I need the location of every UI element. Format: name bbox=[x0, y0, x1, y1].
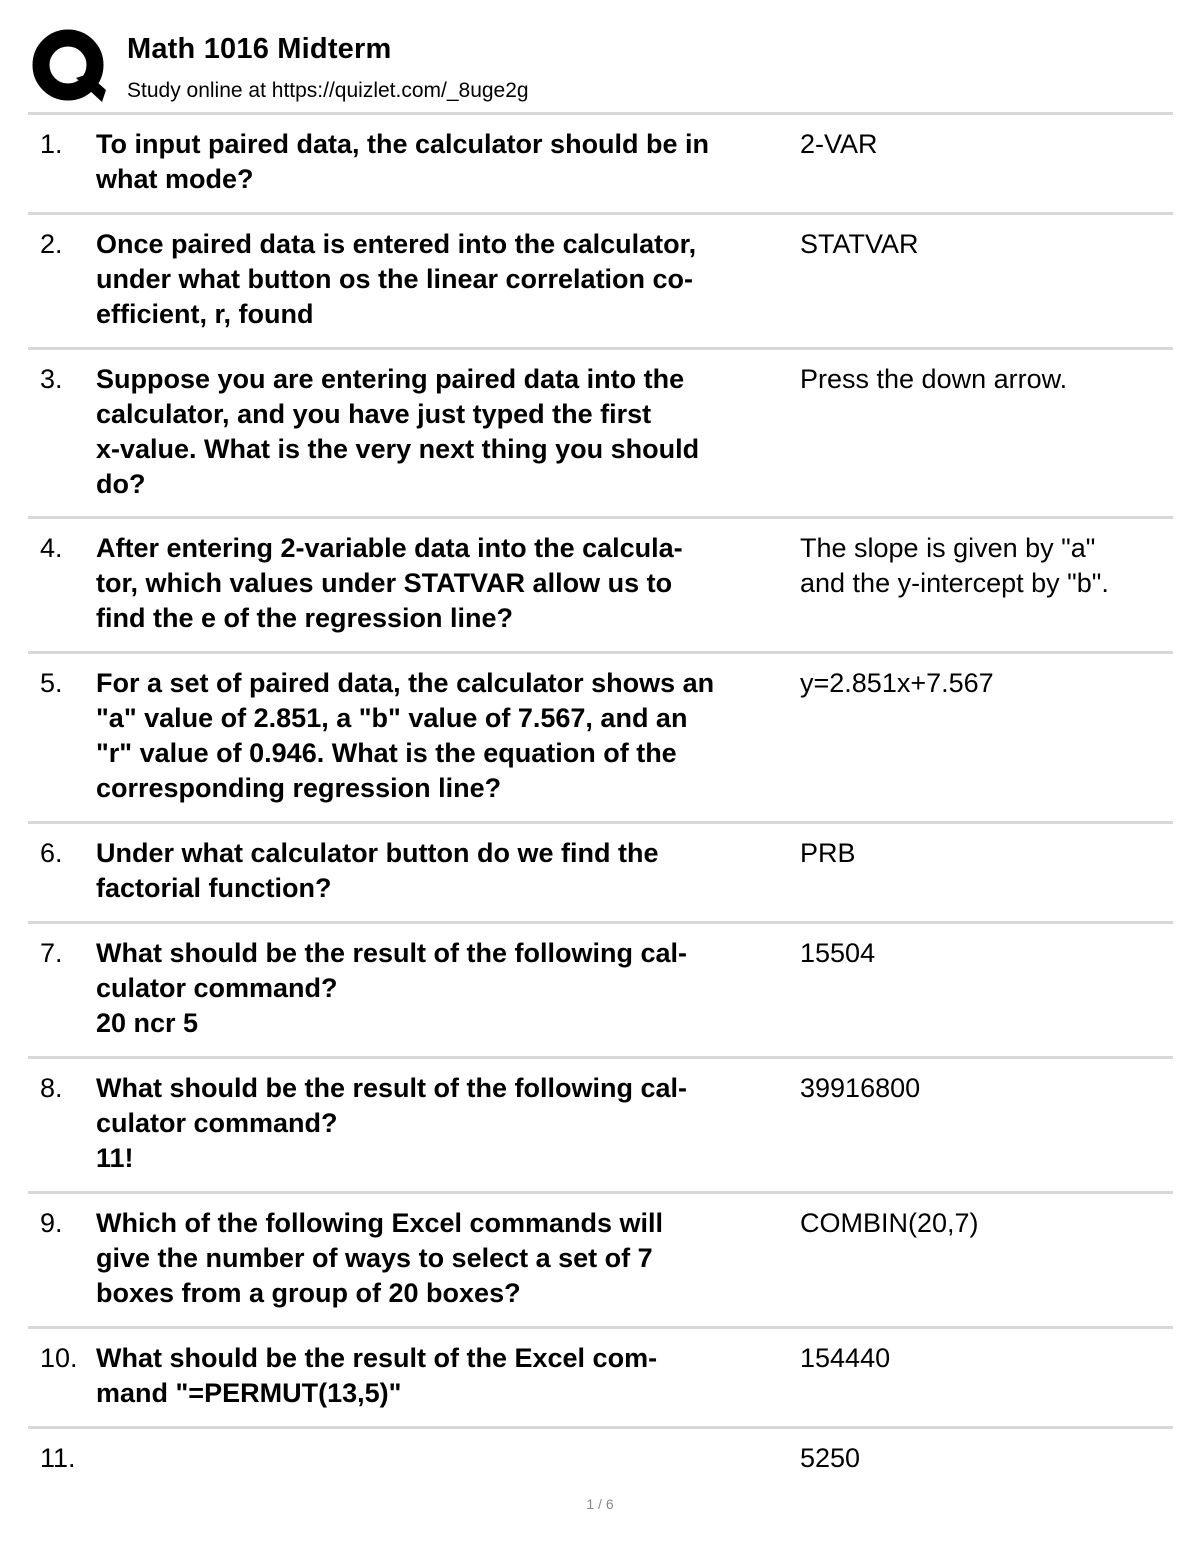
card-answer: 5250 bbox=[800, 1443, 861, 1473]
card-row bbox=[28, 821, 1173, 921]
card-answer: 154440 bbox=[800, 1343, 891, 1373]
card-question: For a set of paired data, the calculator shows an "a" value of 2.851, a "b" value of 7.567, and an "r" value of 0.946. What is the equation of the corresponding regression line? bbox=[96, 668, 715, 803]
card-question: What should be the result of the Excel com- mand "=PERMUT(13,5)" bbox=[96, 1343, 658, 1408]
card-answer: STATVAR bbox=[800, 229, 919, 259]
card-number: 2. bbox=[40, 229, 63, 259]
page-title: Math 1016 Midterm bbox=[127, 33, 392, 65]
card-answer: Press the down arrow. bbox=[800, 364, 1068, 394]
card-number: 1. bbox=[40, 129, 63, 159]
card-row bbox=[28, 1056, 1173, 1191]
study-link[interactable]: Study online at https://quizlet.com/_8uge2g bbox=[127, 79, 529, 102]
card-number: 3. bbox=[40, 364, 63, 394]
card-question: Suppose you are entering paired data into the calculator, and you have just typed the first x-value. What is the very next thing you should do? bbox=[96, 364, 700, 499]
card-row bbox=[28, 921, 1173, 1056]
card-question: Under what calculator button do we find the factorial function? bbox=[96, 838, 659, 903]
card-question: After entering 2-variable data into the calcula- tor, which values under STATVAR allow us to find the e of the regression line? bbox=[96, 533, 683, 633]
card-answer: COMBIN(20,7) bbox=[800, 1208, 979, 1238]
card-row bbox=[28, 516, 1173, 651]
card-number: 4. bbox=[40, 533, 63, 563]
card-number: 11. bbox=[40, 1443, 76, 1473]
card-answer: 2-VAR bbox=[800, 129, 878, 159]
card-question: What should be the result of the following cal- culator command? 11! bbox=[96, 1073, 687, 1173]
card-question: What should be the result of the following cal- culator command? 20 ncr 5 bbox=[96, 938, 687, 1038]
card-row bbox=[28, 1426, 1173, 1486]
card-row bbox=[28, 347, 1173, 516]
card-number: 5. bbox=[40, 668, 63, 698]
flashcard-list bbox=[28, 112, 1173, 1486]
card-number: 10. bbox=[40, 1343, 78, 1373]
card-number: 9. bbox=[40, 1208, 63, 1238]
card-row bbox=[28, 651, 1173, 821]
card-row bbox=[28, 1326, 1173, 1426]
card-answer: The slope is given by "a" and the y-intercept by "b". bbox=[800, 533, 1109, 598]
quizlet-logo-icon bbox=[32, 28, 106, 104]
card-answer: 15504 bbox=[800, 938, 876, 968]
page-indicator: 1 / 6 bbox=[586, 1496, 614, 1512]
card-question: Which of the following Excel commands will give the number of ways to select a set of 7 boxes from a group of 20 boxes? bbox=[96, 1208, 664, 1308]
card-number: 6. bbox=[40, 838, 63, 868]
card-row bbox=[28, 112, 1173, 212]
card-answer: 39916800 bbox=[800, 1073, 921, 1103]
card-answer: y=2.851x+7.567 bbox=[800, 668, 994, 698]
card-question: To input paired data, the calculator should be in what mode? bbox=[96, 129, 710, 194]
card-number: 8. bbox=[40, 1073, 63, 1103]
card-answer: PRB bbox=[800, 838, 856, 868]
card-row bbox=[28, 1191, 1173, 1326]
card-number: 7. bbox=[40, 938, 63, 968]
card-row bbox=[28, 212, 1173, 347]
card-question: Once paired data is entered into the calculator, under what button os the linear correlation co- efficient, r, found bbox=[96, 229, 697, 329]
